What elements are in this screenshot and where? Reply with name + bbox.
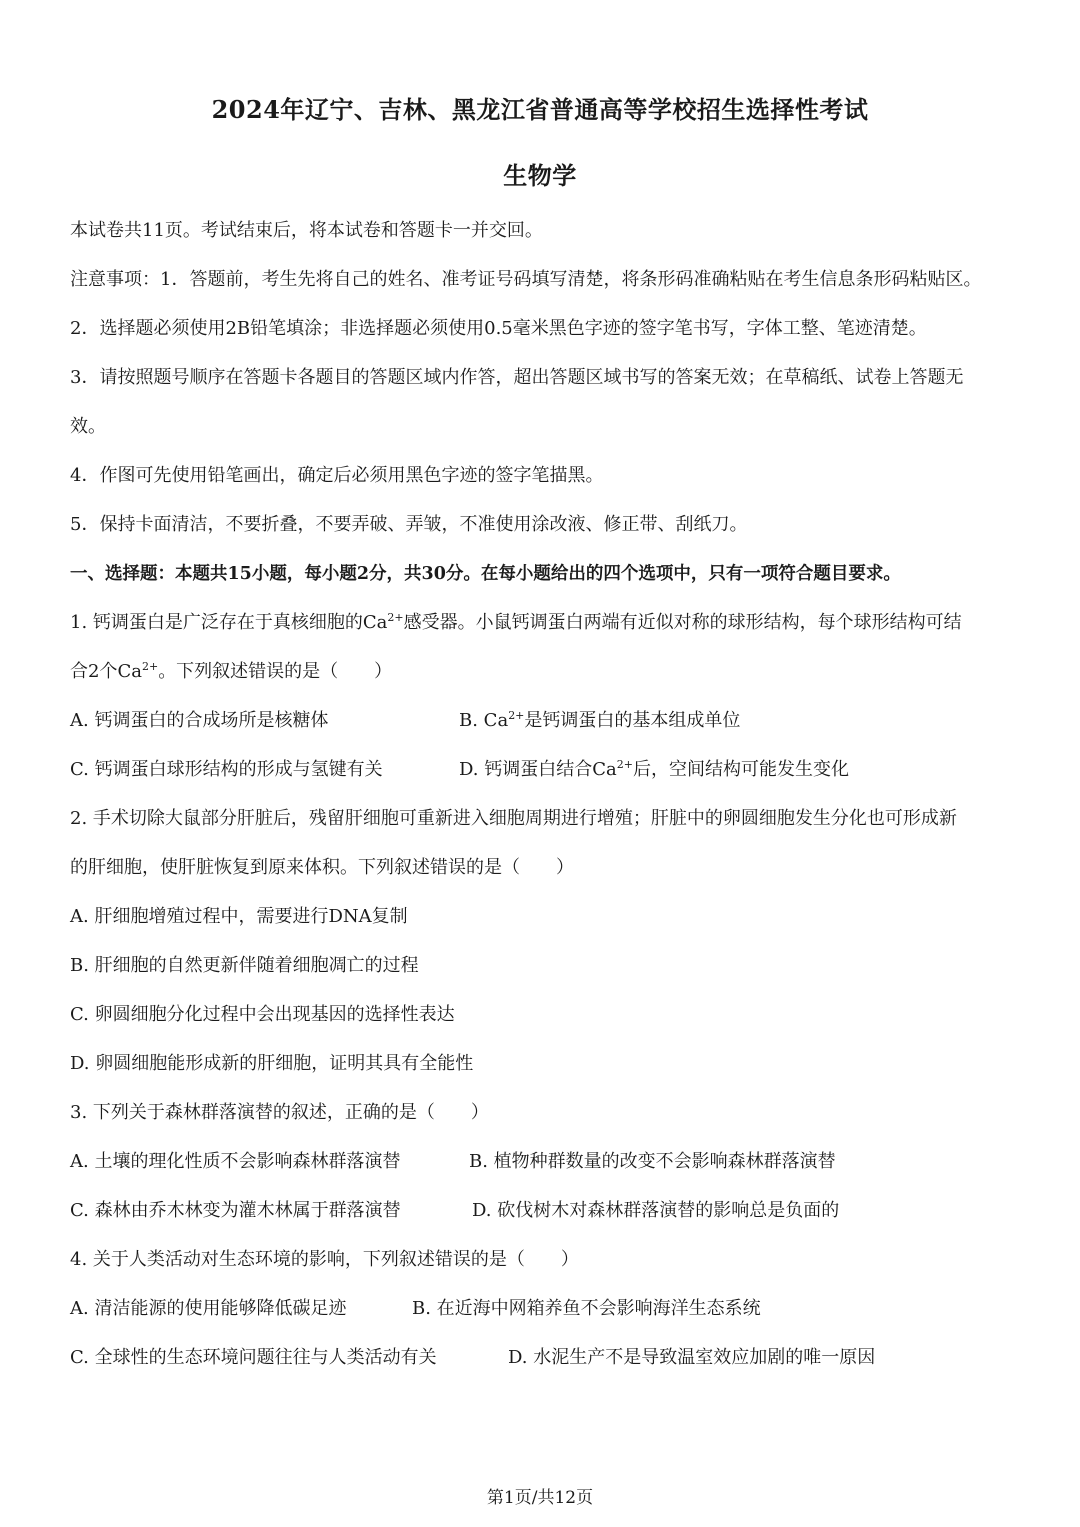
q3-option-c: C. 森林由乔木林变为灌木林属于群落演替 [70,1200,401,1221]
q4-stem: 4. 关于人类活动对生态环境的影响，下列叙述错误的是（ ） [70,1249,579,1270]
q2-option-c: C. 卵圆细胞分化过程中会出现基因的选择性表达 [70,1004,455,1025]
q3-option-b: B. 植物种群数量的改变不会影响森林群落演替 [469,1151,836,1172]
subject-title: 生物学 [503,161,577,190]
q2-stem-line2: 的肝细胞，使肝脏恢复到原来体积。下列叙述错误的是（ ） [70,857,574,878]
q4-option-c: C. 全球性的生态环境问题往往与人类活动有关 [70,1347,437,1368]
q4-option-b: B. 在近海中网箱养鱼不会影响海洋生态系统 [412,1298,761,1319]
exam-title: 2024年辽宁、吉林、黑龙江省普通高等学校招生选择性考试 [211,95,869,124]
section-heading: 一、选择题：本题共15小题，每小题2分，共30分。在每小题给出的四个选项中，只有一项符合题目要求。 [70,564,901,584]
note-1: 注意事项：1．答题前，考生先将自己的姓名、准考证号码填写清楚，将条形码准确粘贴在考生信息条形码粘贴区。 [70,269,982,290]
note-2: 2．选择题必须使用2B铅笔填涂；非选择题必须使用0.5毫米黑色字迹的签字笔书写，字体工整、笔迹清楚。 [70,318,927,339]
q2-stem-line1: 2. 手术切除大鼠部分肝脏后，残留肝细胞可重新进入细胞周期进行增殖；肝脏中的卵圆细胞发生分化也可形成新 [70,808,957,829]
q2-option-a: A. 肝细胞增殖过程中，需要进行DNA复制 [70,906,408,927]
q1-option-c: C. 钙调蛋白球形结构的形成与氢键有关 [70,759,383,780]
note-3: 3．请按照题号顺序在答题卡各题目的答题区域内作答，超出答题区域书写的答案无效；在草稿纸、试卷上答题无 [70,367,964,388]
q2-option-b: B. 肝细胞的自然更新伴随着细胞凋亡的过程 [70,955,419,976]
q4-option-d: D. 水泥生产不是导致温室效应加剧的唯一原因 [508,1347,876,1368]
q1-stem-line2: 合2个$Ca^{2+}$。下列叙述错误的是（ ） [70,660,393,682]
note-3-cont: 效。 [70,416,106,437]
note-4: 4．作图可先使用铅笔画出，确定后必须用黑色字迹的签字笔描黑。 [70,465,604,486]
note-5: 5．保持卡面清洁，不要折叠，不要弄破、弄皱，不准使用涂改液、修正带、刮纸刀。 [70,514,748,535]
q3-option-d: D. 砍伐树木对森林群落演替的影响总是负面的 [472,1200,840,1221]
q1-option-a: A. 钙调蛋白的合成场所是核糖体 [70,710,329,731]
q2-option-d: D. 卵圆细胞能形成新的肝细胞，证明其具有全能性 [70,1053,474,1074]
q3-option-a: A. 土壤的理化性质不会影响森林群落演替 [70,1151,401,1172]
q3-stem: 3. 下列关于森林群落演替的叙述，正确的是（ ） [70,1102,489,1123]
intro-text: 本试卷共11页。考试结束后，将本试卷和答题卡一并交回。 [70,220,543,241]
q1-option-b: B. $Ca^{2+}$是钙调蛋白的基本组成单位 [459,709,741,731]
page-number: 第1页/共12页 [486,1488,594,1508]
q1-stem-line1: 1. 钙调蛋白是广泛存在于真核细胞的$Ca^{2+}$感受器。小鼠钙调蛋白两端有近似对称的球形结构，每个球形结构可结 [70,611,962,633]
q4-option-a: A. 清洁能源的使用能够降低碳足迹 [70,1298,347,1319]
q1-option-d: D. 钙调蛋白结合$Ca^{2+}$后，空间结构可能发生变化 [459,758,849,780]
